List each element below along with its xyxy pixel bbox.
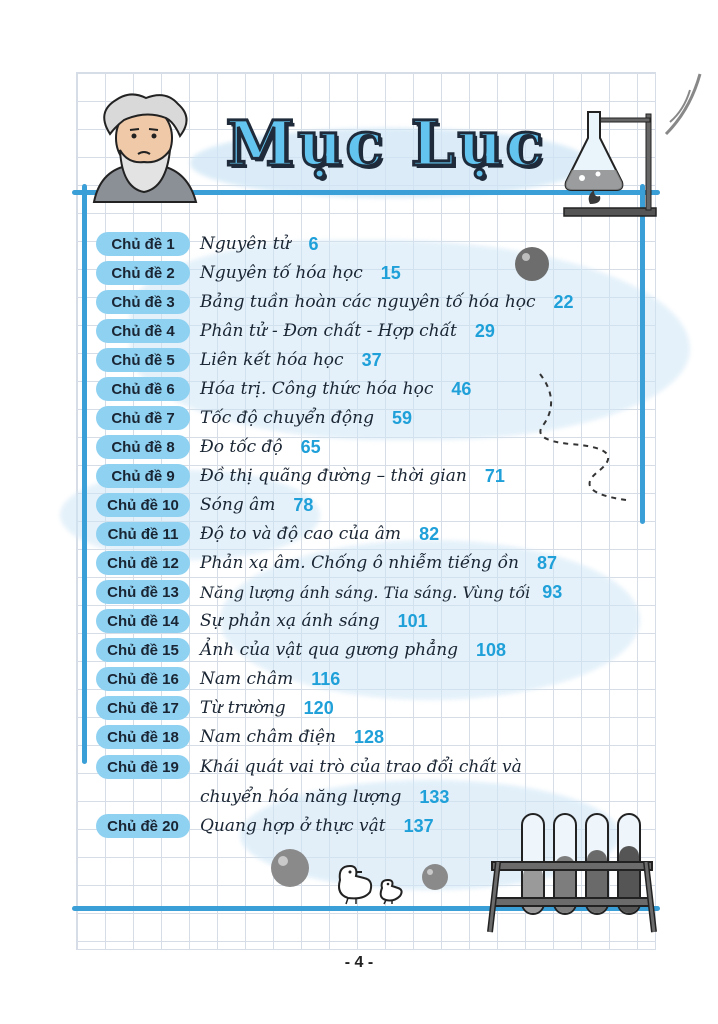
- topic-label-pill: Chủ đề 12: [96, 551, 190, 575]
- swoosh-lines: [660, 70, 710, 160]
- topic-title: Khái quát vai trò của trao đổi chất và: [200, 757, 522, 777]
- toc-row[interactable]: [96, 433, 321, 461]
- toc-row[interactable]: [96, 694, 334, 722]
- toc-row[interactable]: [96, 346, 382, 374]
- toc-row[interactable]: [96, 317, 495, 345]
- scientist-portrait-icon: [86, 92, 202, 202]
- topic-page-number: 59: [391, 407, 412, 428]
- topic-label-pill: Chủ đề 9: [96, 464, 190, 488]
- topic-page-number: 133: [419, 786, 450, 807]
- topic-label-pill: Chủ đề 2: [96, 261, 190, 285]
- footer-page-number: - 4 -: [344, 954, 374, 971]
- topic-label-pill: Chủ đề 20: [96, 814, 190, 838]
- topic-title: Nam châm: [200, 669, 294, 689]
- topic-title: Nguyên tố hóa học: [200, 263, 363, 283]
- topic-title: Phân tử - Đơn chất - Hợp chất: [200, 321, 457, 341]
- topic-label-pill: Chủ đề 6: [96, 377, 190, 401]
- topic-label-pill: Chủ đề 15: [96, 638, 190, 662]
- topic-title: Đồ thị quãng đường – thời gian: [200, 466, 467, 486]
- topic-label-pill: Chủ đề 13: [96, 580, 190, 604]
- ducks-doodle-icon: [330, 860, 410, 906]
- toc-row[interactable]: [96, 491, 313, 519]
- sphere-doodle: [512, 244, 552, 284]
- topic-title: Năng lượng ánh sáng. Tia sáng. Vùng tối: [200, 582, 531, 602]
- sphere-doodle: [420, 862, 450, 892]
- topic-page-number: 108: [476, 639, 507, 660]
- topic-page-number: 87: [536, 552, 557, 573]
- topic-label-pill: Chủ đề 7: [96, 406, 190, 430]
- topic-label-pill: Chủ đề 18: [96, 725, 190, 749]
- topic-title: Bảng tuần hoàn các nguyên tố hóa học: [200, 292, 536, 312]
- toc-row[interactable]: [96, 462, 505, 490]
- topic-page-number: 116: [311, 668, 341, 689]
- toc-row[interactable]: [96, 578, 562, 606]
- topic-label-pill: Chủ đề 10: [96, 493, 190, 517]
- topic-label-pill: Chủ đề 17: [96, 696, 190, 720]
- topic-page-number: 120: [303, 697, 334, 718]
- topic-label-pill: Chủ đề 4: [96, 319, 190, 343]
- topic-label-pill: Chủ đề 3: [96, 290, 190, 314]
- topic-label-pill: Chủ đề 19: [96, 755, 190, 779]
- topic-title: Quang hợp ở thực vật: [200, 816, 386, 836]
- sphere-doodle: [268, 846, 312, 890]
- toc-row[interactable]: [96, 812, 434, 840]
- topic-title: Nam châm điện: [200, 727, 336, 747]
- toc-row[interactable]: [96, 288, 574, 316]
- topic-page-number: 22: [553, 291, 574, 312]
- toc-row[interactable]: [96, 375, 471, 403]
- toc-row[interactable]: [96, 549, 557, 577]
- topic-title: Hóa trị. Công thức hóa học: [200, 379, 434, 399]
- right-rule: [640, 184, 645, 524]
- topic-title: Sự phản xạ ánh sáng: [200, 611, 380, 631]
- topic-title: Nguyên tử: [200, 234, 291, 254]
- topic-label-pill: Chủ đề 1: [96, 232, 190, 256]
- topic-page-number: 15: [380, 262, 401, 283]
- test-tube-rack-icon: [488, 806, 658, 940]
- topic-label-pill: Chủ đề 8: [96, 435, 190, 459]
- topic-label-pill: Chủ đề 14: [96, 609, 190, 633]
- topic-title-line2: chuyển hóa năng lượng: [200, 787, 402, 807]
- dashed-path-doodle: [530, 370, 640, 510]
- toc-row[interactable]: [96, 753, 522, 781]
- topic-label-pill: Chủ đề 5: [96, 348, 190, 372]
- topic-page-number: 37: [361, 349, 382, 370]
- topic-label-pill: Chủ đề 11: [96, 522, 190, 546]
- topic-title: Ảnh của vật qua gương phẳng: [200, 640, 459, 660]
- toc-row[interactable]: [96, 607, 428, 635]
- toc-row[interactable]: [96, 723, 384, 751]
- topic-page-number: 78: [293, 494, 314, 515]
- topic-page-number: 71: [484, 465, 505, 486]
- topic-page-number: 137: [403, 815, 434, 836]
- flask-on-stand-icon: [560, 104, 660, 220]
- topic-page-number: 128: [354, 726, 385, 747]
- page-title: Mục Lục: [225, 107, 547, 180]
- topic-title: Đo tốc độ: [200, 437, 283, 457]
- toc-row[interactable]: [96, 259, 401, 287]
- topic-title: Độ to và độ cao của âm: [200, 524, 402, 544]
- topic-page-number: 101: [397, 610, 428, 631]
- topic-page-number: 6: [308, 233, 319, 254]
- topic-title: Sóng âm: [200, 495, 276, 515]
- topic-title: Từ trường: [200, 698, 286, 718]
- toc-row[interactable]: [96, 665, 340, 693]
- topic-page-number: 93: [542, 581, 563, 602]
- topic-title: Tốc độ chuyển động: [200, 408, 374, 428]
- topic-page-number: 46: [451, 378, 472, 399]
- topic-page-number: 65: [300, 436, 321, 457]
- toc-row[interactable]: [96, 404, 412, 432]
- toc-row-continuation[interactable]: [200, 783, 449, 811]
- topic-title: Phản xạ âm. Chống ô nhiễm tiếng ồn: [200, 553, 519, 573]
- toc-row[interactable]: [96, 520, 439, 548]
- topic-label-pill: Chủ đề 16: [96, 667, 190, 691]
- toc-row[interactable]: [96, 230, 319, 258]
- topic-page-number: 29: [474, 320, 495, 341]
- topic-title: Liên kết hóa học: [200, 350, 344, 370]
- topic-page-number: 82: [419, 523, 440, 544]
- toc-row[interactable]: [96, 636, 506, 664]
- left-rule: [82, 184, 87, 764]
